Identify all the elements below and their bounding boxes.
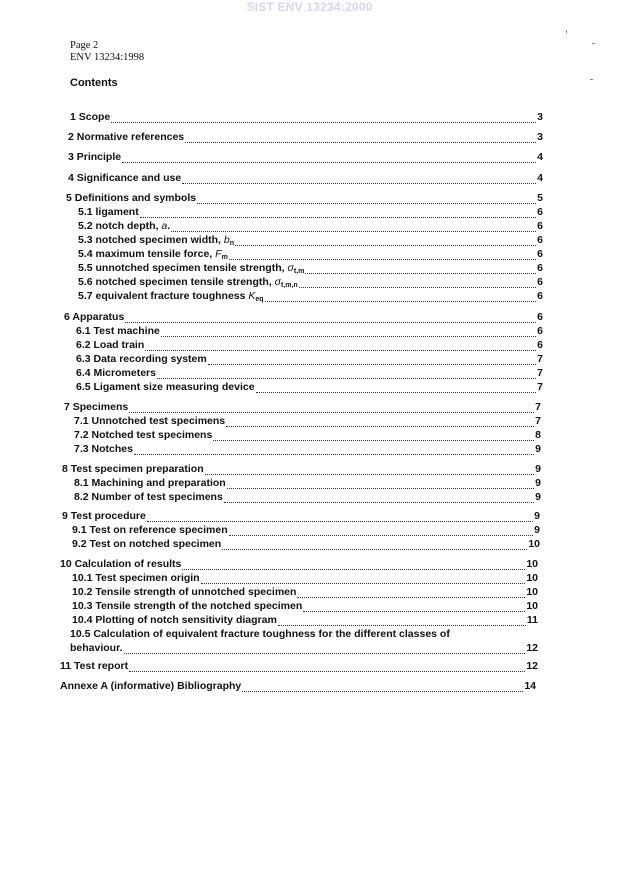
toc-entry-label: 5.2 notch depth, a. (78, 220, 171, 232)
document-reference: ENV 13234:1998 (70, 52, 145, 63)
toc-entry-label: 10.4 Plotting of notch sensitivity diagram (72, 614, 277, 626)
toc-entry-label: 10.5 Calculation of equivalent fracture toughness for the different classes of (70, 628, 450, 640)
toc-entry-label: 9.2 Test on notched specimen (72, 538, 222, 550)
toc-entry-label: 7.2 Notched test specimens (74, 429, 213, 441)
dot-leader (229, 534, 534, 536)
toc-page-number: 7 (535, 415, 541, 427)
toc-page-number: 9 (534, 510, 540, 522)
toc-entry-label: 2 Normative references (68, 131, 185, 143)
dot-leader (201, 582, 526, 584)
dot-leader (265, 300, 537, 302)
dot-leader (305, 272, 536, 274)
toc-page-number: 10 (526, 600, 538, 612)
dot-leader (122, 161, 536, 163)
toc-page-number: 9 (535, 463, 541, 475)
toc-page-number: 4 (537, 151, 543, 163)
toc-entry[interactable] (78, 290, 543, 304)
toc-page-number: 6 (537, 325, 543, 337)
toc-entry-label: 10.3 Tensile strength of the notched specimen (72, 600, 303, 612)
toc-symbol-subscript: eq (255, 296, 264, 303)
toc-page-number: 6 (537, 234, 543, 246)
toc-symbol-subscript: m (221, 254, 228, 261)
contents-heading: Contents (70, 77, 118, 89)
toc-entry[interactable] (70, 642, 538, 656)
toc-entry[interactable] (72, 524, 540, 538)
toc-entry-label: 9.1 Test on reference specimen (72, 524, 228, 536)
dot-leader (157, 377, 536, 379)
toc-entry[interactable] (78, 262, 543, 276)
toc-entry[interactable] (62, 463, 541, 477)
toc-entry-label: 6.1 Test machine (76, 325, 160, 337)
toc-entry[interactable] (74, 429, 541, 443)
dot-leader (145, 349, 536, 351)
toc-entry[interactable] (68, 172, 543, 186)
dot-leader (226, 425, 534, 427)
toc-symbol-subscript: n (229, 240, 234, 247)
toc-page-number: 10 (526, 586, 538, 598)
toc-page-number: 3 (537, 131, 543, 143)
toc-page-number: 4 (537, 172, 543, 184)
toc-entry[interactable] (74, 491, 541, 505)
toc-page-number: 12 (526, 660, 538, 672)
toc-page-number: 6 (537, 220, 543, 232)
toc-entry[interactable] (72, 538, 540, 552)
toc-symbol: K (248, 290, 256, 302)
toc-entry[interactable] (70, 111, 543, 125)
toc-symbol: σ (287, 262, 294, 274)
toc-entry[interactable] (78, 248, 543, 262)
toc-entry[interactable] (76, 353, 543, 367)
toc-page-number: 10 (526, 572, 538, 584)
toc-entry[interactable] (76, 381, 543, 395)
toc-symbol: F (215, 248, 222, 260)
toc-entry-label: 11 Test report (60, 660, 129, 672)
dot-leader (140, 216, 536, 218)
toc-page-number: 7 (535, 401, 541, 413)
toc-page-number: 9 (535, 477, 541, 489)
toc-entry-label: 6 Apparatus (64, 311, 125, 323)
dot-leader (182, 182, 536, 184)
toc-page-number: 6 (537, 290, 543, 302)
page-label: Page 2 (70, 40, 99, 51)
toc-entry[interactable] (72, 600, 538, 614)
toc-symbol-subscript: t,m,n (280, 282, 298, 289)
toc-entry-label: 8.2 Number of test specimens (74, 491, 223, 503)
toc-page-number: 6 (537, 206, 543, 218)
dot-leader (303, 610, 525, 612)
toc-page-number: 7 (537, 367, 543, 379)
dot-leader (129, 411, 534, 413)
toc-entry-label: behaviour. (70, 642, 123, 654)
toc-entry[interactable] (64, 311, 543, 325)
toc-entry-label: 5 Definitions and symbols (66, 192, 197, 204)
toc-entry-label: 10.1 Test specimen origin (72, 572, 200, 584)
toc-entry-label: 5.7 equivalent fracture toughness $K_{eq}$ (78, 290, 264, 303)
toc-page-number: 7 (537, 381, 543, 393)
toc-entry-label: 3 Principle (68, 151, 122, 163)
dot-leader (147, 520, 533, 522)
toc-entry-label: 1 Scope (70, 111, 111, 123)
toc-symbol: b (223, 234, 230, 246)
toc-entry-label: 6.5 Ligament size measuring device (76, 381, 255, 393)
toc-page-number: 9 (535, 491, 541, 503)
toc-entry[interactable] (74, 477, 541, 491)
dot-leader (242, 690, 523, 692)
toc-entry-label: 7.3 Notches (74, 443, 133, 455)
toc-entry[interactable] (68, 131, 543, 145)
dot-leader (197, 202, 536, 204)
dot-leader (134, 453, 534, 455)
toc-entry[interactable] (72, 586, 538, 600)
toc-entry[interactable] (60, 558, 538, 572)
toc-entry[interactable] (60, 680, 536, 694)
toc-symbol: a (161, 220, 168, 232)
toc-entry-label: 7.1 Unnotched test specimens (74, 415, 226, 427)
toc-entry-label: 5.5 unnotched specimen tensile strength, $\sigma_{t,m}$ (78, 262, 305, 275)
dot-leader (256, 391, 537, 393)
toc-entry-label: 5.4 maximum tensile force, $F_m$ (78, 248, 228, 261)
toc-page-number: 9 (534, 524, 540, 536)
toc-page-number: 10 (526, 558, 538, 570)
dot-leader (227, 487, 534, 489)
toc-entry-label: 8.1 Machining and preparation (74, 477, 226, 489)
dot-leader (208, 363, 536, 365)
toc-entry[interactable] (60, 660, 538, 674)
toc-entry-label: 8 Test specimen preparation (62, 463, 204, 475)
toc-page-number: 6 (537, 262, 543, 274)
toc-page-number: 8 (535, 429, 541, 441)
toc-entry-label: Annexe A (informative) Bibliography (60, 680, 242, 692)
toc-entry[interactable] (78, 206, 543, 220)
toc-entry[interactable] (76, 325, 543, 339)
toc-entry-label: 7 Specimens (64, 401, 129, 413)
dot-leader (213, 439, 534, 441)
toc-entry[interactable] (72, 572, 538, 586)
toc-entry-label: 10.2 Tensile strength of unnotched specimen (72, 586, 297, 598)
toc-page-number: 6 (537, 276, 543, 288)
dot-leader (229, 258, 536, 260)
dot-leader (235, 244, 536, 246)
toc-page-number: 12 (526, 642, 538, 654)
toc-entry[interactable] (64, 401, 541, 415)
toc-entry-label: 5.6 notched specimen tensile strength, $\sigma_{t,m,n}$ (78, 276, 298, 289)
toc-page-number: 6 (537, 339, 543, 351)
toc-entry-label: 4 Significance and use (68, 172, 182, 184)
toc-entry[interactable] (78, 276, 543, 290)
toc-symbol: σ (274, 276, 281, 288)
toc-entry[interactable] (76, 367, 543, 381)
toc-entry[interactable] (74, 443, 541, 457)
dot-leader (129, 670, 525, 672)
toc-entry-label: 5.3 notched specimen width, $b_n$ (78, 234, 234, 247)
toc-entry-label: 10 Calculation of results (60, 558, 182, 570)
toc-page-number: 6 (537, 248, 543, 260)
dot-leader (222, 548, 527, 550)
toc-symbol-subscript: t,m (293, 268, 305, 275)
dot-leader (185, 141, 536, 143)
toc-page-number: 6 (537, 311, 543, 323)
dot-leader (205, 473, 535, 475)
dot-leader (299, 286, 536, 288)
toc-page-number: 7 (537, 353, 543, 365)
dot-leader (124, 652, 526, 654)
toc-page-number: 3 (537, 111, 543, 123)
dot-leader (171, 230, 536, 232)
toc-entry-label: 9 Test procedure (62, 510, 146, 522)
toc-entry-label: 5.1 ligament (78, 206, 139, 218)
dot-leader (297, 596, 525, 598)
toc-page-number: 9 (535, 443, 541, 455)
toc-page-number: 14 (524, 680, 536, 692)
toc-entry[interactable] (68, 151, 543, 165)
toc-entry[interactable] (72, 614, 538, 628)
toc-entry[interactable] (74, 415, 541, 429)
dot-leader (224, 501, 534, 503)
dot-leader (278, 624, 526, 626)
toc-entry[interactable] (62, 510, 540, 524)
toc-page-number: 11 (526, 614, 538, 626)
toc-entry[interactable] (66, 192, 543, 206)
dot-leader (161, 335, 536, 337)
toc-entry-label: 6.3 Data recording system (76, 353, 207, 365)
toc-entry-label: 6.2 Load train (76, 339, 145, 351)
dot-leader (125, 321, 536, 323)
toc-entry-label: 6.4 Micrometers (76, 367, 156, 379)
dot-leader (182, 568, 525, 570)
watermark: SIST ENV 13234:2000 (246, 0, 373, 14)
toc-entry[interactable] (78, 234, 543, 248)
toc-page-number: 5 (537, 192, 543, 204)
toc-page-number: 10 (528, 538, 540, 550)
toc-entry[interactable] (76, 339, 543, 353)
dot-leader (111, 121, 536, 123)
toc-entry[interactable] (78, 220, 543, 234)
